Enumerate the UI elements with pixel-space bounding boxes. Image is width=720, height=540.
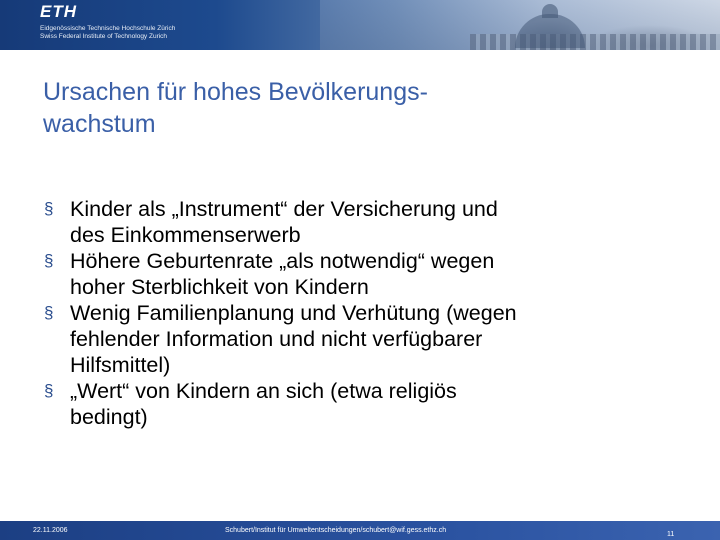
- header-banner: [0, 0, 720, 50]
- bullet-list: [40, 196, 700, 430]
- bullet-item: [40, 196, 700, 248]
- institution-name-de: Eidgenössische Technische Hochschule Zürich: [40, 25, 176, 32]
- bullet-text-line: Wenig Familienplanung und Verhütung (wegen: [70, 301, 517, 325]
- eth-logo: ETH: [40, 2, 77, 21]
- bullet-text-line: Kinder als „Instrument“ der Versicherung und: [70, 197, 498, 221]
- bullet-text-line: fehlender Information und nicht verfügbarer: [70, 327, 483, 351]
- slide-title-line: wachstum: [43, 110, 156, 138]
- bullet-marker: §: [44, 199, 54, 218]
- bullet-text-line: Hilfsmittel): [70, 353, 171, 377]
- building-facade: [470, 34, 720, 50]
- footer-author: Schubert/Institut für Umweltentscheidungen/schubert@wif.gess.ethz.ch: [225, 527, 447, 534]
- institution-name-en: Swiss Federal Institute of Technology Zurich: [40, 33, 168, 40]
- bullet-marker: §: [44, 381, 54, 400]
- footer-bar: [0, 521, 720, 540]
- bullet-text-line: des Einkommenserwerb: [70, 223, 301, 247]
- page-number: 11: [667, 531, 675, 538]
- bullet-item: [40, 248, 700, 300]
- footer-date: 22.11.2006: [33, 527, 68, 534]
- header-building-photo: [320, 0, 720, 50]
- bullet-text-line: „Wert“ von Kindern an sich (etwa religiös: [70, 379, 457, 403]
- slide-title: [43, 76, 683, 140]
- building-dome: [515, 14, 585, 48]
- bullet-text-line: hoher Sterblichkeit von Kindern: [70, 275, 369, 299]
- bullet-text-line: Höhere Geburtenrate „als notwendig“ wegen: [70, 249, 495, 273]
- slide-title-line: Ursachen für hohes Bevölkerungs-: [43, 78, 428, 106]
- bullet-text-line: bedingt): [70, 405, 148, 429]
- bullet-marker: §: [44, 303, 54, 322]
- building-lantern: [542, 4, 558, 18]
- bullet-marker: §: [44, 251, 54, 270]
- bullet-item: [40, 300, 700, 378]
- bullet-item: [40, 378, 700, 430]
